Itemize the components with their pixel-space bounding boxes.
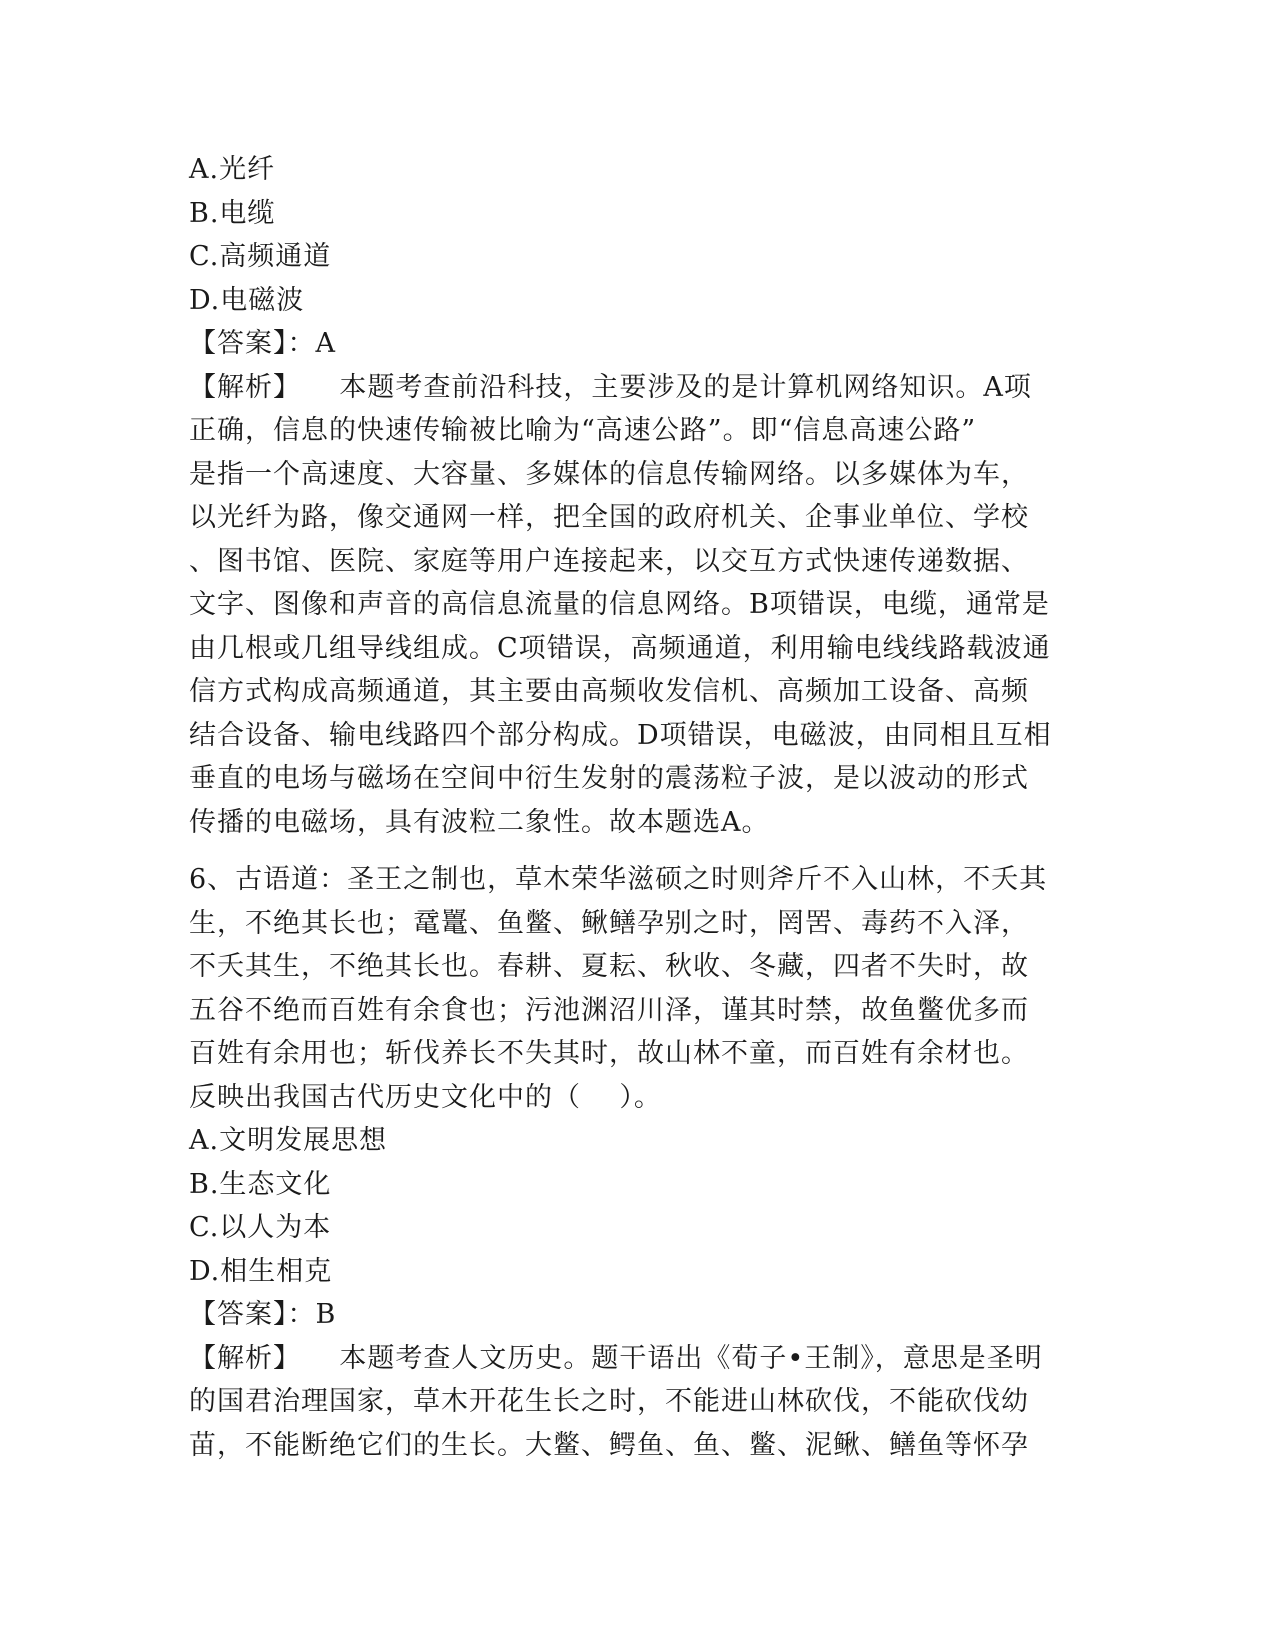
question-6-answer: 【答案】：B xyxy=(189,1299,337,1330)
option-c: C.以人为本 xyxy=(189,1212,332,1243)
stem-line: 五谷不绝而百姓有余食也；污池渊沼川泽，谨其时禁，故鱼鳖优多而 xyxy=(189,994,1029,1026)
stem-line: 百姓有余用也；斩伐养长不失其时，故山林不童，而百姓有余材也。 xyxy=(189,1038,1029,1069)
question-5-options xyxy=(189,148,1089,322)
option-b: B.生态文化 xyxy=(189,1168,332,1200)
question-5-analysis xyxy=(189,366,1089,845)
question-5-answer: 【答案】：A xyxy=(189,328,336,359)
analysis-line: 以光纤为路，像交通网一样，把全国的政府机关、企事业单位、学校 xyxy=(189,502,1029,533)
analysis-line: 正确，信息的快速传输被比喻为“高速公路”。即“信息高速公路” xyxy=(189,415,977,446)
document-page xyxy=(189,148,1089,1467)
stem-line: 6、古语道：圣王之制也，草木荣华滋硕之时则斧斤不入山林，不夭其 xyxy=(189,864,1048,895)
analysis-line: 是指一个高速度、大容量、多媒体的信息传输网络。以多媒体为车， xyxy=(189,458,1029,490)
option-d: D.电磁波 xyxy=(189,284,305,316)
analysis-line: 【解析】 本题考查前沿科技，主要涉及的是计算机网络知识。A项 xyxy=(189,371,1032,403)
option-d: D.相生相克 xyxy=(189,1255,333,1287)
analysis-line: 【解析】 本题考查人文历史。题干语出《荀子•王制》，意思是圣明 xyxy=(189,1342,1043,1374)
stem-line: 生，不绝其长也；鼋鼍、鱼鳖、鳅鳝孕别之时，罔罟、毒药不入泽， xyxy=(189,907,1029,939)
question-6-stem xyxy=(189,858,1089,1119)
paragraph-gap xyxy=(189,844,1089,858)
analysis-line: 传播的电磁场，具有波粒二象性。故本题选A。 xyxy=(189,806,770,838)
option-a: A.光纤 xyxy=(189,154,276,185)
option-a: A.文明发展思想 xyxy=(189,1125,388,1156)
analysis-line: 由几根或几组导线组成。C项错误，高频通道，利用输电线线路载波通 xyxy=(189,632,1051,664)
analysis-line: 信方式构成高频通道，其主要由高频收发信机、高频加工设备、高频 xyxy=(189,676,1029,707)
stem-line: 反映出我国古代历史文化中的（ ）。 xyxy=(189,1081,662,1113)
question-6-options xyxy=(189,1119,1089,1293)
question-6-analysis xyxy=(189,1337,1089,1468)
stem-line: 不夭其生，不绝其长也。春耕、夏耘、秋收、冬藏，四者不失时，故 xyxy=(189,951,1029,982)
analysis-line: 文字、图像和声音的高信息流量的信息网络。B项错误，电缆，通常是 xyxy=(189,589,1050,620)
option-b: B.电缆 xyxy=(189,197,276,229)
analysis-line: 苗，不能断绝它们的生长。大鳖、鳄鱼、鱼、鳖、泥鳅、鳝鱼等怀孕 xyxy=(189,1429,1029,1461)
analysis-line: 、图书馆、医院、家庭等用户连接起来，以交互方式快速传递数据、 xyxy=(189,545,1029,577)
analysis-line: 的国君治理国家，草木开花生长之时，不能进山林砍伐，不能砍伐幼 xyxy=(189,1386,1029,1417)
analysis-line: 结合设备、输电线路四个部分构成。D项错误，电磁波，由同相且互相 xyxy=(189,719,1052,751)
option-c: C.高频通道 xyxy=(189,241,332,272)
analysis-line: 垂直的电场与磁场在空间中衍生发射的震荡粒子波，是以波动的形式 xyxy=(189,763,1029,794)
